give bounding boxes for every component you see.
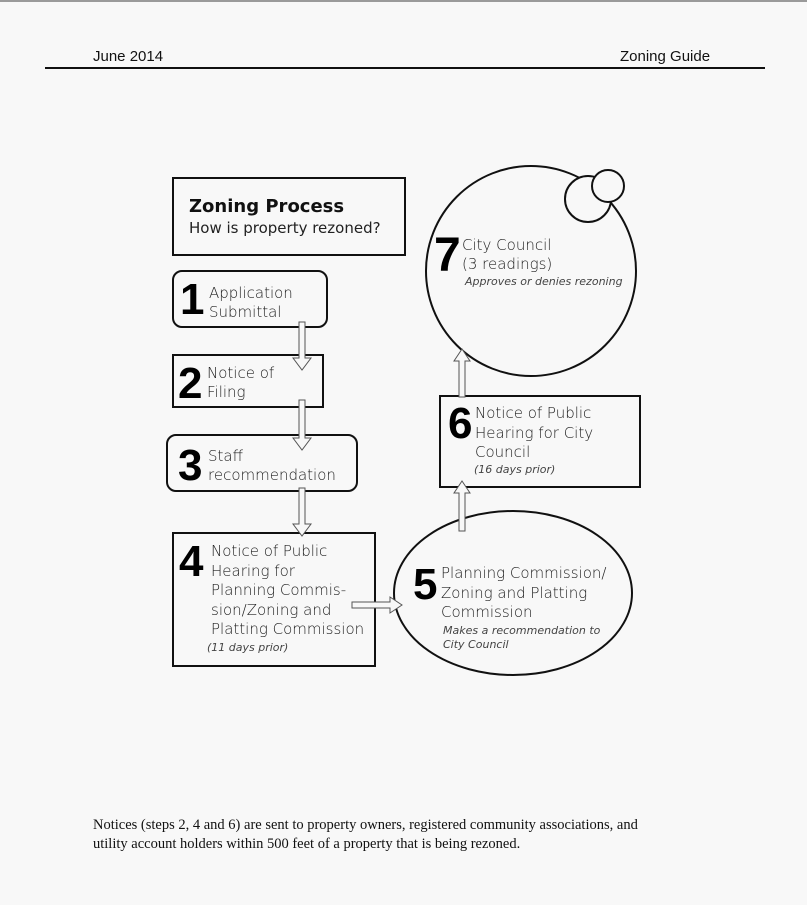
diagram-title: Zoning Process — [189, 196, 345, 217]
step-1-label — [209, 284, 293, 322]
step-4-note: (11 days prior) — [207, 641, 289, 654]
step-7-line: (3 readings) — [462, 255, 553, 273]
arrow-3-to-4 — [293, 488, 311, 536]
step-4-line: Notice of Public — [211, 542, 328, 560]
step-5-line: Zoning and Platting — [441, 583, 588, 602]
step-5-note-line: Makes a recommendation to — [443, 624, 601, 637]
step-3-line: Staff — [208, 447, 243, 465]
step-2-number: 2 — [178, 359, 203, 408]
step-4-line: Hearing for — [211, 561, 295, 580]
step-2-line: Filing — [207, 383, 246, 401]
step-2-line: Notice of — [207, 364, 275, 382]
footer-note — [93, 816, 733, 854]
step-7-line: City Council — [462, 236, 552, 254]
arrow-6-to-7 — [454, 349, 470, 397]
step-7-note: Approves or denies rezoning — [465, 275, 623, 288]
step-5-note-line: City Council — [443, 638, 509, 651]
step-6-line: Notice of Public — [475, 404, 592, 422]
header-date: June 2014 — [93, 48, 164, 65]
step-1-line: Submittal — [209, 303, 282, 321]
step-4-line: Platting Commission — [211, 620, 365, 638]
step-7-label — [462, 236, 552, 274]
step-5-label — [441, 564, 606, 623]
step-7-number: 7 — [434, 229, 461, 282]
step-3-line: recommendation — [208, 466, 336, 484]
step-4-line: sion/Zoning and — [211, 600, 332, 619]
step-4-number: 4 — [179, 537, 204, 586]
step-6-number: 6 — [448, 399, 473, 448]
decorative-circle-small — [592, 170, 624, 202]
diagram-subtitle: How is property rezoned? — [189, 219, 381, 237]
step-6-line: Council — [475, 443, 531, 461]
step-6-line: Hearing for City — [475, 423, 594, 442]
step-6-label — [475, 404, 593, 463]
footer-line: Notices (steps 2, 4 and 6) are sent to property owners, registered community associations, and — [93, 817, 638, 833]
footer-line: utility account holders within 500 feet of a property that is being rezoned. — [93, 836, 521, 852]
step-5-line: Planning Commission/ — [441, 564, 607, 582]
step-1-number: 1 — [180, 275, 205, 324]
step-5-number: 5 — [413, 560, 438, 609]
step-1-line: Application — [209, 284, 293, 302]
step-4-line: Planning Commis- — [211, 581, 347, 599]
step-3-label — [208, 447, 336, 485]
step-4-label — [211, 542, 364, 640]
arrow-5-to-6 — [454, 481, 470, 531]
step-5-note — [443, 624, 600, 652]
arrow-1-to-2 — [293, 322, 311, 370]
step-2-label — [207, 364, 274, 402]
step-5-line: Commission — [441, 603, 533, 621]
step-6-note: (16 days prior) — [474, 463, 556, 476]
header-doc-title: Zoning Guide — [620, 48, 711, 65]
step-3-number: 3 — [178, 441, 203, 490]
